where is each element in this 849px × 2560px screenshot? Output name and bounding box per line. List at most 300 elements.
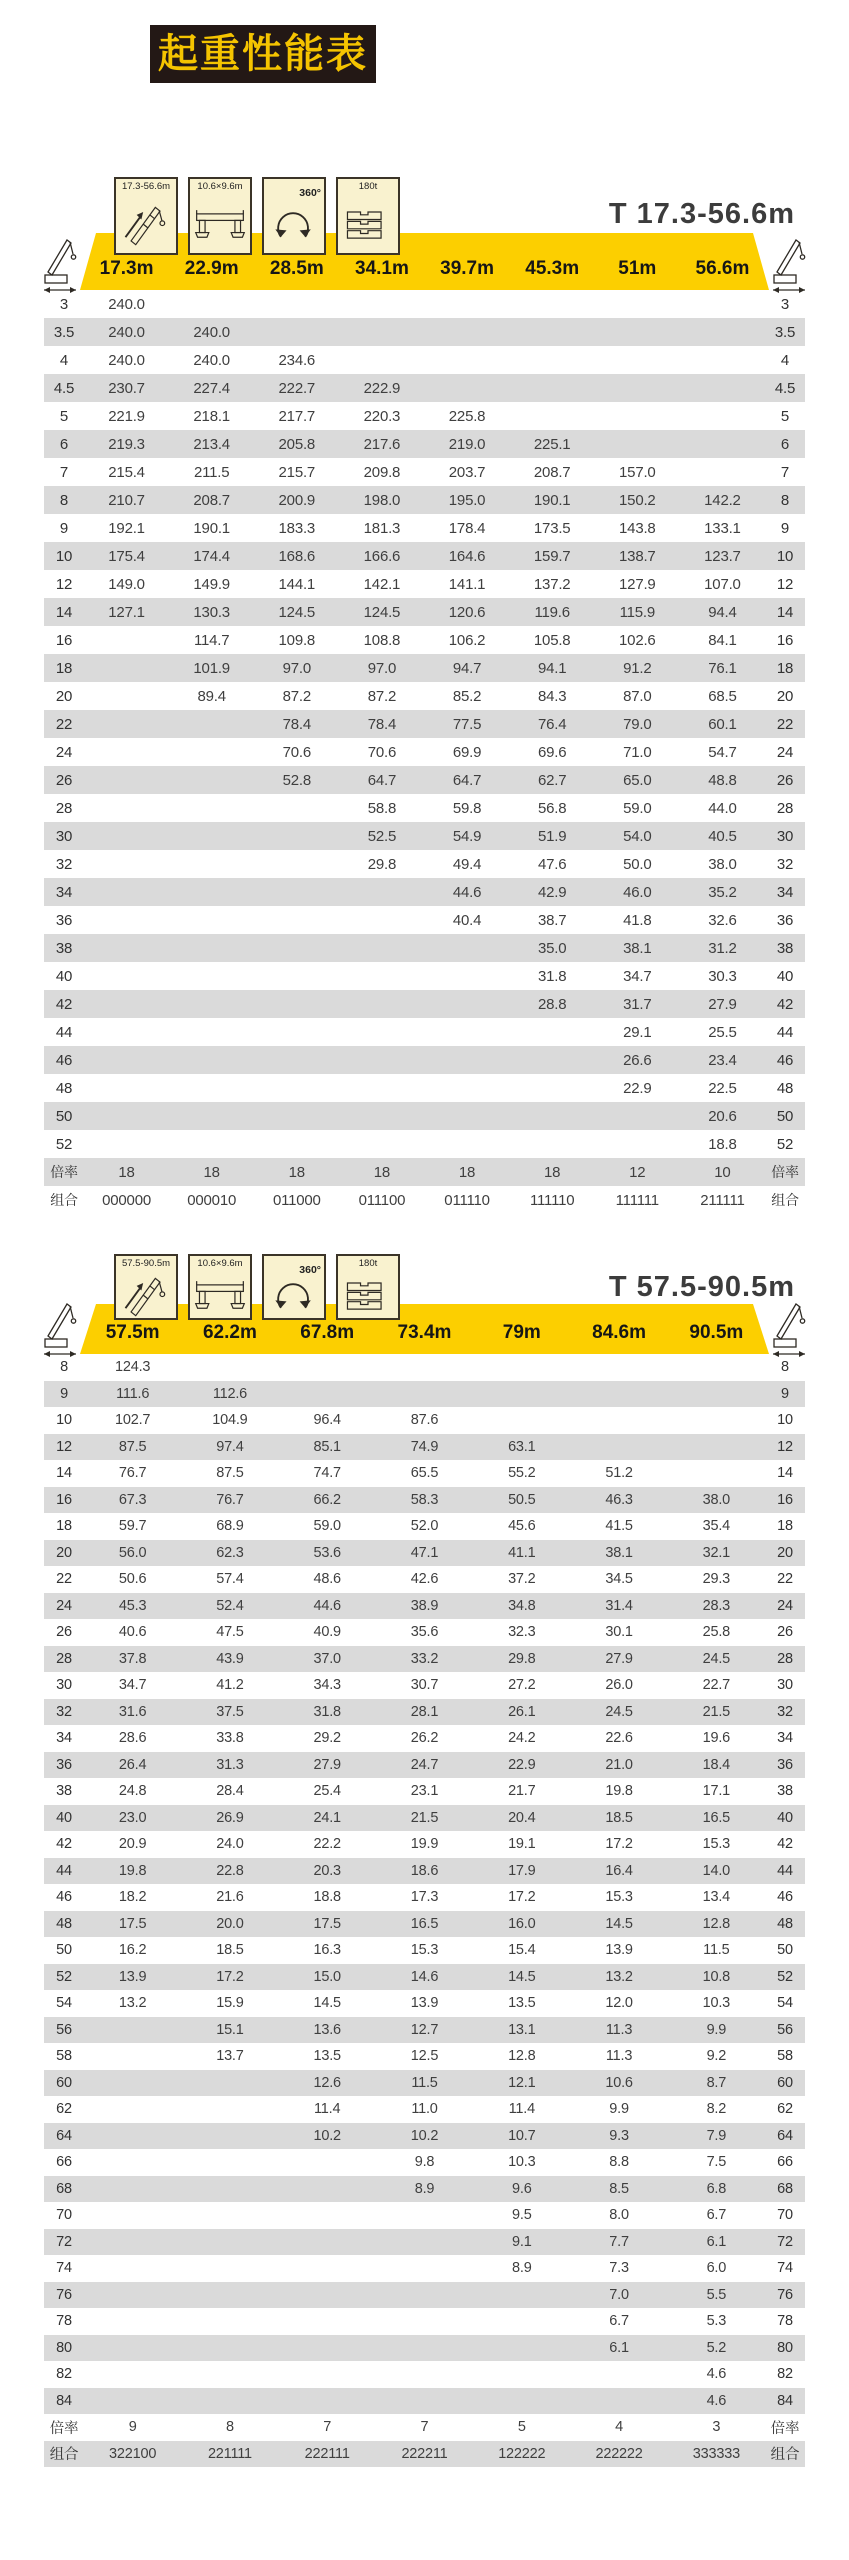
capacity-row	[44, 1381, 805, 1408]
capacity-row	[44, 318, 805, 346]
load-value-cell: 18	[373, 1163, 391, 1181]
row-label-right: 42	[776, 995, 794, 1013]
load-value-cell: 124.3	[114, 1359, 151, 1376]
row-label-left: 10	[55, 547, 73, 565]
capacity-table-long-boom	[44, 1254, 805, 2467]
load-value-cell: 26.2	[410, 1730, 439, 1747]
load-value-cell: 10.3	[508, 2154, 536, 2171]
load-value-cell: 43.9	[216, 1650, 244, 1667]
capacity-row	[44, 514, 805, 542]
load-value-cell: 9.5	[512, 2207, 532, 2224]
page-title: 起重性能表	[158, 32, 368, 76]
load-value-cell: 142.1	[363, 575, 401, 593]
load-value-cell: 52.5	[367, 827, 397, 845]
row-label-right: 28	[776, 799, 794, 817]
load-value-cell: 21.5	[702, 1703, 731, 1720]
load-value-cell: 44.6	[313, 1597, 341, 1614]
load-value-cell: 40.6	[118, 1624, 147, 1641]
row-label-right: 8	[781, 1359, 789, 1376]
row-label-left: 组合	[50, 1192, 78, 1208]
load-value-cell: 137.2	[533, 575, 571, 593]
load-value-cell: 35.0	[537, 939, 567, 957]
load-value-cell: 18	[544, 1163, 561, 1181]
row-label-left: 42	[56, 1836, 72, 1853]
capacity-row	[44, 1884, 805, 1911]
load-value-cell: 27.9	[313, 1756, 341, 1773]
load-value-cell: 33.8	[216, 1730, 244, 1747]
load-value-cell: 23.1	[410, 1783, 439, 1800]
load-value-cell: 85.1	[313, 1438, 341, 1455]
row-label-right: 10	[777, 1412, 793, 1429]
load-value-cell: 37.8	[118, 1650, 147, 1667]
load-value-cell: 111110	[529, 1191, 575, 1209]
slew-360-icon	[262, 177, 326, 255]
load-value-cell: 240.0	[108, 323, 145, 341]
row-label-left: 38	[56, 1783, 72, 1800]
capacity-row	[44, 1460, 805, 1487]
capacity-row	[44, 290, 805, 318]
load-value-cell: 87.2	[367, 687, 397, 705]
load-value-cell: 234.6	[278, 351, 316, 369]
load-value-cell: 15.3	[702, 1836, 731, 1853]
load-value-cell: 6.7	[609, 2313, 629, 2330]
load-value-cell: 26.6	[623, 1051, 652, 1069]
load-value-cell: 21.7	[508, 1783, 536, 1800]
load-value-cell: 138.7	[619, 547, 656, 565]
capacity-row	[44, 2043, 805, 2070]
row-label-right: 24	[777, 1597, 793, 1614]
row-label-right: 54	[777, 1995, 793, 2012]
row-label-right: 12	[776, 575, 794, 593]
row-label-left: 14	[56, 1465, 72, 1482]
load-value-cell: 16.5	[410, 1915, 439, 1932]
load-value-cell: 24.7	[410, 1756, 439, 1773]
row-label-left: 56	[56, 2021, 72, 2038]
column-header-boom-length: 34.1m	[355, 258, 409, 279]
load-value-cell: 91.2	[623, 659, 652, 677]
load-value-cell: 102.6	[619, 631, 656, 649]
row-label-right: 76	[777, 2286, 793, 2303]
load-value-cell: 22.6	[605, 1730, 633, 1747]
load-value-cell: 47.1	[410, 1544, 439, 1561]
load-value-cell: 150.2	[619, 491, 656, 509]
load-value-cell: 8.5	[609, 2180, 629, 2197]
load-value-cell: 9.2	[706, 2048, 727, 2065]
counterweight-label: 180t	[358, 181, 378, 192]
load-value-cell: 164.6	[448, 547, 486, 565]
load-value-cell: 5.3	[706, 2313, 727, 2330]
load-value-cell: 76.1	[708, 659, 737, 677]
row-label-left: 20	[56, 1544, 72, 1561]
load-value-cell: 7.9	[706, 2127, 727, 2144]
load-value-cell: 17.2	[605, 1836, 633, 1853]
load-value-cell: 230.7	[108, 379, 145, 397]
load-value-cell: 4.6	[706, 2392, 727, 2409]
load-value-cell: 18	[118, 1163, 135, 1181]
row-label-right: 20	[776, 687, 794, 705]
load-value-cell: 50.6	[118, 1571, 147, 1588]
load-value-cell: 12	[629, 1163, 646, 1181]
row-label-right: 40	[776, 967, 794, 985]
load-value-cell: 62.7	[537, 771, 567, 789]
load-value-cell: 8.2	[706, 2101, 727, 2118]
load-value-cell: 10.2	[410, 2127, 439, 2144]
load-value-cell: 12.8	[508, 2048, 536, 2065]
row-label-left: 36	[56, 1756, 72, 1773]
load-value-cell: 17.1	[702, 1783, 731, 1800]
load-value-cell: 4.6	[706, 2366, 727, 2383]
capacity-row	[44, 1593, 805, 1620]
load-value-cell: 30.1	[605, 1624, 633, 1641]
load-value-cell: 29.3	[702, 1571, 731, 1588]
row-label-left: 7	[59, 463, 69, 481]
load-value-cell: 79.0	[623, 715, 652, 733]
row-label-left: 70	[56, 2207, 72, 2224]
load-value-cell: 35.2	[708, 883, 737, 901]
row-label-right: 14	[776, 603, 794, 621]
load-value-cell: 11.0	[411, 2101, 438, 2118]
load-value-cell: 225.1	[533, 435, 571, 453]
row-label-left: 36	[55, 911, 73, 929]
capacity-row	[44, 654, 805, 682]
load-value-cell: 14.0	[702, 1862, 731, 1879]
row-label-left: 倍率	[49, 2420, 79, 2437]
capacity-row	[44, 1646, 805, 1673]
row-label-right: 50	[776, 1107, 794, 1125]
load-value-cell: 34.7	[623, 967, 652, 985]
load-value-cell: 11.5	[411, 2074, 438, 2091]
load-value-cell: 94.7	[452, 659, 482, 677]
load-value-cell: 13.2	[118, 1995, 147, 2012]
load-value-cell: 13.5	[508, 1995, 536, 2012]
row-label-right: 42	[777, 1836, 793, 1853]
load-value-cell: 27.2	[508, 1677, 536, 1694]
counterweight-glyph	[340, 1269, 396, 1318]
load-value-cell: 222.7	[278, 379, 316, 397]
load-value-cell: 16.4	[605, 1862, 633, 1879]
load-value-cell: 133.1	[704, 519, 741, 537]
load-value-cell: 106.2	[448, 631, 486, 649]
row-label-right: 10	[776, 547, 794, 565]
row-label-right: 22	[777, 1571, 793, 1588]
capacity-row	[44, 906, 805, 934]
capacity-row	[44, 1805, 805, 1832]
row-label-right: 9	[781, 1385, 789, 1402]
load-value-cell: 45.6	[508, 1518, 536, 1535]
load-value-cell: 322100	[109, 2445, 157, 2462]
capacity-row	[44, 2255, 805, 2282]
load-value-cell: 33.2	[410, 1650, 439, 1667]
capacity-row	[44, 626, 805, 654]
load-value-cell: 20.3	[313, 1862, 341, 1879]
row-label-right: 26	[777, 1624, 793, 1641]
row-label-right: 66	[777, 2154, 793, 2171]
load-value-cell: 20.0	[216, 1915, 244, 1932]
load-value-cell: 20.9	[118, 1836, 147, 1853]
load-value-cell: 28.8	[537, 995, 567, 1013]
load-value-cell: 122222	[498, 2445, 546, 2462]
row-label-right: 组合	[770, 2447, 800, 2464]
row-label-left: 24	[56, 1597, 72, 1614]
outrigger-span-label: 10.6×9.6m	[197, 181, 243, 192]
load-value-cell: 24.0	[216, 1836, 244, 1853]
load-value-cell: 17.9	[508, 1862, 536, 1879]
row-label-left: 44	[56, 1862, 72, 1879]
load-value-cell: 48.8	[708, 771, 737, 789]
load-value-cell: 16.5	[702, 1809, 731, 1826]
row-label-left: 28	[56, 1650, 72, 1667]
load-value-cell: 104.9	[212, 1412, 248, 1429]
load-value-cell: 25.5	[708, 1023, 737, 1041]
load-value-cell: 149.9	[193, 575, 230, 593]
load-value-cell: 215.7	[278, 463, 316, 481]
load-value-cell: 57.4	[216, 1571, 244, 1588]
row-label-right: 22	[776, 715, 794, 733]
load-value-cell: 17.5	[313, 1915, 341, 1932]
load-value-cell: 85.2	[452, 687, 482, 705]
capacity-row	[44, 1672, 805, 1699]
row-label-left: 54	[56, 1995, 72, 2012]
load-value-cell: 41.1	[508, 1544, 536, 1561]
load-value-cell: 115.9	[619, 603, 656, 621]
load-value-cell: 20.4	[508, 1809, 536, 1826]
load-value-cell: 178.4	[448, 519, 486, 537]
capacity-row	[44, 1566, 805, 1593]
load-value-cell: 22.9	[623, 1079, 652, 1097]
row-label-right: 18	[777, 1518, 793, 1535]
load-value-cell: 6.8	[706, 2180, 727, 2197]
load-value-cell: 9.8	[414, 2154, 435, 2171]
load-value-cell: 18.8	[313, 1889, 341, 1906]
capacity-row	[44, 2176, 805, 2203]
load-value-cell: 63.1	[508, 1438, 536, 1455]
load-value-cell: 31.2	[708, 939, 737, 957]
load-value-cell: 22.8	[216, 1862, 244, 1879]
capacity-row	[44, 1990, 805, 2017]
column-header-boom-length: 17.3m	[99, 258, 154, 279]
load-value-cell: 78.4	[282, 715, 312, 733]
capacity-row	[44, 822, 805, 850]
capacity-row	[44, 598, 805, 626]
row-label-left: 84	[56, 2392, 72, 2409]
load-value-cell: 5.2	[706, 2339, 727, 2356]
load-value-cell: 7.0	[609, 2286, 629, 2303]
load-value-cell: 5.5	[706, 2286, 727, 2303]
capacity-row	[44, 1619, 805, 1646]
boom-range-title: T 57.5-90.5m	[608, 1271, 795, 1303]
load-value-cell: 78.4	[367, 715, 397, 733]
load-value-cell: 65.0	[623, 771, 652, 789]
load-value-cell: 71.0	[623, 743, 652, 761]
load-value-cell: 181.3	[363, 519, 401, 537]
row-label-left: 22	[55, 715, 73, 733]
outrigger-span-icon	[188, 177, 252, 255]
load-value-cell: 35.6	[410, 1624, 439, 1641]
row-label-right: 46	[776, 1051, 794, 1069]
load-value-cell: 14.5	[313, 1995, 341, 2012]
load-value-cell: 8.9	[414, 2180, 435, 2197]
load-value-cell: 24.1	[313, 1809, 341, 1826]
row-label-right: 72	[777, 2233, 793, 2250]
row-label-right: 34	[777, 1730, 793, 1747]
load-value-cell: 19.8	[118, 1862, 147, 1879]
capacity-row	[44, 1354, 805, 1381]
load-value-cell: 119.6	[534, 603, 570, 621]
capacity-row	[44, 2123, 805, 2150]
parts-of-line-row	[44, 1158, 805, 1186]
load-value-cell: 15.9	[216, 1995, 244, 2012]
load-value-cell: 18.8	[708, 1135, 737, 1153]
load-value-cell: 70.6	[367, 743, 397, 761]
row-label-left: 48	[56, 1915, 72, 1932]
load-value-cell: 48.6	[313, 1571, 341, 1588]
load-value-cell: 54.0	[623, 827, 652, 845]
load-value-cell: 29.1	[623, 1023, 652, 1041]
load-value-cell: 105.8	[533, 631, 571, 649]
row-label-left: 66	[56, 2154, 72, 2171]
load-value-cell: 97.0	[282, 659, 312, 677]
load-value-cell: 7	[420, 2419, 429, 2436]
load-value-cell: 7.3	[609, 2260, 629, 2277]
load-value-cell: 28.4	[216, 1783, 244, 1800]
load-value-cell: 217.6	[363, 435, 401, 453]
capacity-row	[44, 486, 805, 514]
capacity-row	[44, 2335, 805, 2362]
load-value-cell: 31.7	[623, 995, 652, 1013]
load-value-cell: 60.1	[708, 715, 737, 733]
load-value-cell: 10.3	[702, 1995, 731, 2012]
row-label-right: 82	[777, 2366, 793, 2383]
load-value-cell: 31.4	[605, 1597, 633, 1614]
row-label-right: 52	[777, 1968, 793, 1985]
row-label-right: 36	[777, 1756, 793, 1773]
load-value-cell: 000000	[102, 1191, 151, 1209]
load-value-cell: 19.8	[605, 1783, 633, 1800]
load-value-cell: 44.6	[452, 883, 482, 901]
load-value-cell: 31.3	[216, 1756, 244, 1773]
load-value-cell: 94.4	[708, 603, 737, 621]
load-value-cell: 18.5	[605, 1809, 633, 1826]
capacity-row	[44, 1046, 805, 1074]
load-value-cell: 24.5	[605, 1703, 633, 1720]
row-label-left: 9	[59, 519, 69, 537]
crane-radius-icon	[768, 232, 810, 294]
row-label-left: 78	[56, 2313, 72, 2330]
load-value-cell: 9.6	[512, 2180, 532, 2197]
load-value-cell: 50.5	[508, 1491, 536, 1508]
column-header-boom-length: 90.5m	[689, 1322, 744, 1343]
load-value-cell: 11.3	[605, 2048, 633, 2065]
load-value-cell: 50.0	[623, 855, 652, 873]
column-header-boom-length: 28.5m	[269, 258, 324, 279]
capacity-row	[44, 990, 805, 1018]
row-label-left: 38	[55, 939, 73, 957]
load-value-cell: 14.5	[605, 1915, 633, 1932]
load-value-cell: 58.3	[410, 1491, 439, 1508]
load-value-cell: 9.1	[512, 2233, 532, 2250]
load-value-cell: 149.0	[108, 575, 145, 593]
load-value-cell: 17.3	[410, 1889, 439, 1906]
load-value-cell: 55.2	[508, 1465, 536, 1482]
load-value-cell: 44.0	[708, 799, 737, 817]
load-value-cell: 49.4	[452, 855, 482, 873]
row-label-right: 60	[777, 2074, 793, 2091]
row-label-left: 8	[60, 1359, 68, 1376]
load-value-cell: 18	[288, 1163, 305, 1181]
load-value-cell: 14.5	[508, 1968, 536, 1985]
load-value-cell: 130.3	[193, 603, 230, 621]
load-value-cell: 141.1	[448, 575, 486, 593]
load-value-cell: 123.7	[704, 547, 741, 565]
capacity-row	[44, 402, 805, 430]
row-label-left: 60	[56, 2074, 72, 2091]
row-label-left: 40	[55, 967, 73, 985]
load-value-cell: 38.9	[410, 1597, 439, 1614]
load-value-cell: 13.4	[702, 1889, 731, 1906]
load-value-cell: 124.5	[363, 603, 401, 621]
row-label-left: 34	[55, 883, 73, 901]
capacity-row	[44, 458, 805, 486]
boom-glyph	[118, 1269, 174, 1318]
row-label-left: 42	[55, 995, 73, 1013]
load-value-cell: 225.8	[448, 407, 486, 425]
load-value-cell: 9.3	[609, 2127, 629, 2144]
load-value-cell: 9.9	[609, 2101, 629, 2118]
capacity-rows	[44, 290, 805, 1214]
load-value-cell: 219.3	[108, 435, 145, 453]
row-label-right: 58	[777, 2048, 793, 2065]
row-label-right: 16	[776, 631, 794, 649]
load-value-cell: 54.7	[708, 743, 737, 761]
load-value-cell: 21.0	[605, 1756, 633, 1773]
load-value-cell: 58.8	[367, 799, 397, 817]
capacity-row	[44, 738, 805, 766]
row-label-left: 16	[55, 631, 73, 649]
row-label-left: 62	[56, 2101, 72, 2118]
capacity-row	[44, 766, 805, 794]
load-value-cell: 011110	[444, 1191, 490, 1209]
load-value-cell: 7	[323, 2419, 332, 2436]
load-value-cell: 87.2	[282, 687, 312, 705]
load-value-cell: 32.3	[508, 1624, 536, 1641]
load-value-cell: 108.8	[363, 631, 401, 649]
row-label-right: 38	[776, 939, 794, 957]
boom-combination-row	[44, 2441, 805, 2468]
load-value-cell: 76.7	[118, 1465, 147, 1482]
load-value-cell: 208.7	[193, 491, 230, 509]
row-label-right: 3.5	[774, 323, 796, 341]
boom-range-icon	[114, 1254, 178, 1320]
row-label-right: 8	[780, 491, 790, 509]
load-value-cell: 222111	[304, 2445, 350, 2462]
load-value-cell: 25.4	[313, 1783, 341, 1800]
capacity-row	[44, 430, 805, 458]
parts-of-line-row	[44, 2414, 805, 2441]
load-value-cell: 13.9	[605, 1942, 633, 1959]
load-value-cell: 9.9	[706, 2021, 727, 2038]
counterweight-icon	[336, 1254, 400, 1320]
row-label-right: 70	[777, 2207, 793, 2224]
load-value-cell: 16.0	[508, 1915, 536, 1932]
row-label-left: 82	[56, 2366, 72, 2383]
load-value-cell: 12.8	[702, 1915, 731, 1932]
load-value-cell: 34.5	[605, 1571, 633, 1588]
capacity-row	[44, 570, 805, 598]
load-value-cell: 124.5	[278, 603, 316, 621]
load-value-cell: 168.6	[278, 547, 316, 565]
capacity-row	[44, 962, 805, 990]
load-value-cell: 192.1	[108, 519, 145, 537]
